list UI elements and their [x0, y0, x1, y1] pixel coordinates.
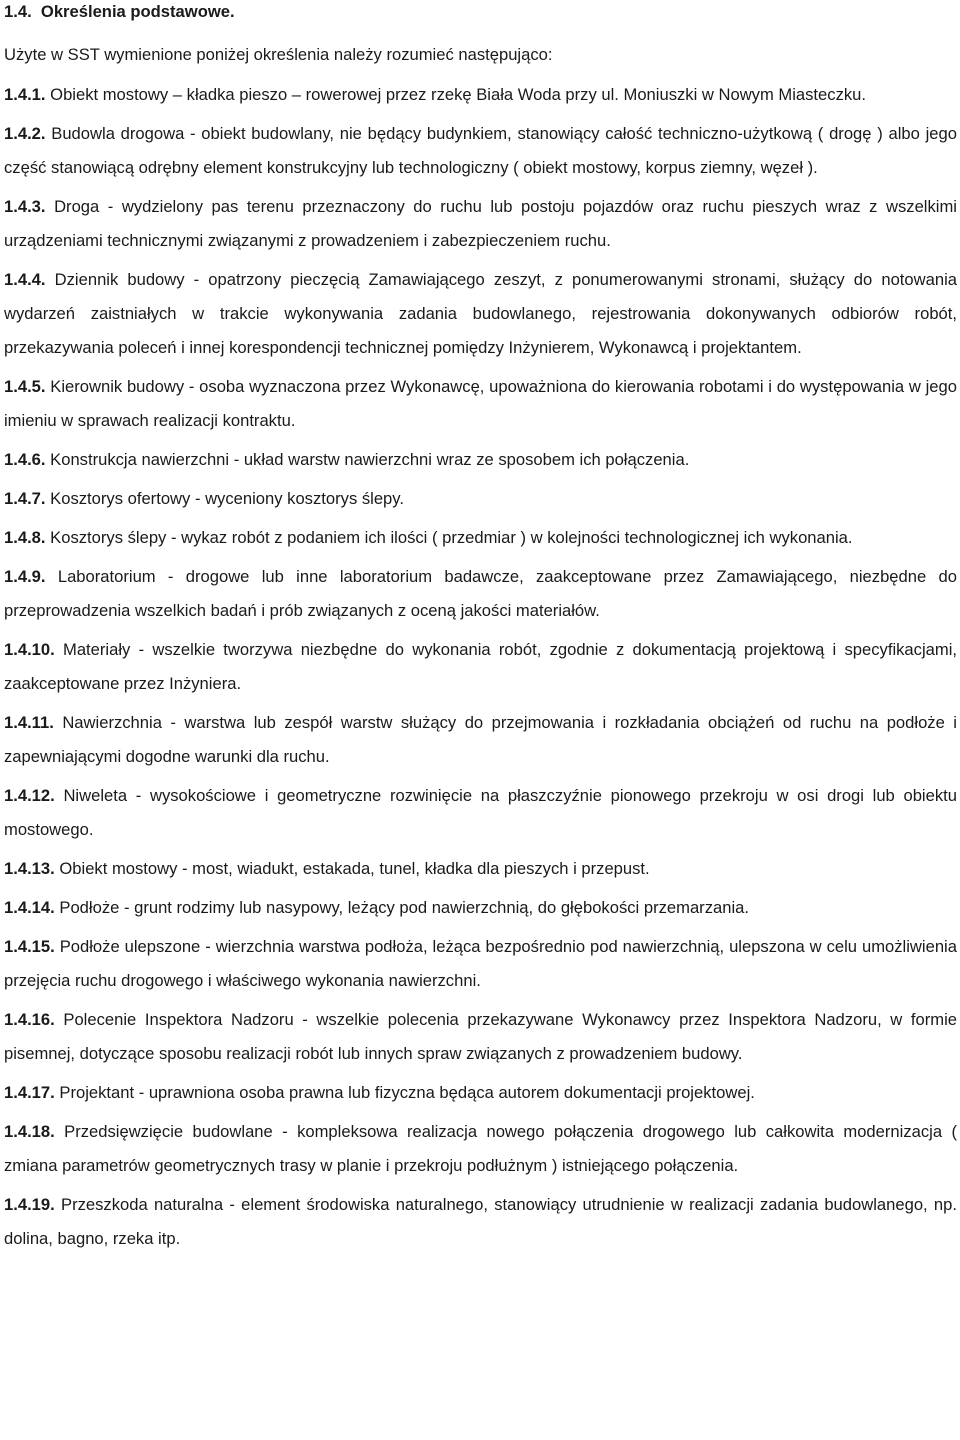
definition-number: 1.4.13.: [4, 859, 55, 878]
definitions-list: [4, 78, 957, 1261]
definition-number: 1.4.14.: [4, 898, 55, 917]
definition-text: Droga - wydzielony pas terenu przeznaczony do ruchu lub postoju pojazdów oraz ruchu pieszych wraz z wszelkimi urządzeniami technicznymi związanymi z prowadzeniem i zabezpieczeniem ruchu.: [4, 197, 957, 250]
definition-item: [4, 190, 957, 258]
definition-text: Podłoże - grunt rodzimy lub nasypowy, leżący pod nawierzchnią, do głębokości przemarzania.: [59, 898, 749, 917]
definition-text: Podłoże ulepszone - wierzchnia warstwa podłoża, leżąca bezpośrednio pod nawierzchnią, ulepszona w celu umożliwienia przejęcia ruchu drogowego i właściwego wykonania nawierzchni.: [4, 937, 957, 990]
definition-number: 1.4.5.: [4, 377, 46, 396]
definition-text: Nawierzchnia - warstwa lub zespół warstw służący do przejmowania i rozkładania obciążeń od ruchu na podłoże i zapewniającymi dogodne warunki dla ruchu.: [4, 713, 957, 766]
definition-item: [4, 78, 957, 112]
definition-number: 1.4.7.: [4, 489, 46, 508]
definition-text: Przedsięwzięcie budowlane - kompleksowa realizacja nowego połączenia drogowego lub całkowita modernizacja ( zmiana parametrów geometrycznych trasy w planie i przekroju podłużnym ) istniejącego połączenia.: [4, 1122, 957, 1175]
definition-item: [4, 263, 957, 365]
definition-item: [4, 521, 957, 555]
definition-text: Laboratorium - drogowe lub inne laboratorium badawcze, zaakceptowane przez Zamawiającego, niezbędne do przeprowadzenia wszelkich badań i prób związanych z oceną jakości materiałów.: [4, 567, 957, 620]
definition-text: Obiekt mostowy - most, wiadukt, estakada, tunel, kładka dla pieszych i przepust.: [59, 859, 650, 878]
definition-item: [4, 482, 957, 516]
definition-item: [4, 1003, 957, 1071]
definition-number: 1.4.16.: [4, 1010, 55, 1029]
definition-text: Dziennik budowy - opatrzony pieczęcią Zamawiającego zeszyt, z ponumerowanymi stronami, służący do notowania wydarzeń zaistniałych w trakcie wykonywania zadania budowlanego, rejestrowania dokonywanych odbiorów robót, przekazywania poleceń i innej korespondencji technicznej pomiędzy Inżynierem, Wykonawcą i projektantem.: [4, 270, 957, 357]
definition-number: 1.4.2.: [4, 124, 46, 143]
definition-item: [4, 706, 957, 774]
definition-text: Przeszkoda naturalna - element środowiska naturalnego, stanowiący utrudnienie w realizacji zadania budowlanego, np. dolina, bagno, rzeka itp.: [4, 1195, 957, 1248]
definition-number: 1.4.12.: [4, 786, 55, 805]
definition-number: 1.4.18.: [4, 1122, 55, 1141]
definition-number: 1.4.9.: [4, 567, 46, 586]
definition-text: Polecenie Inspektora Nadzoru - wszelkie polecenia przekazywane Wykonawcy przez Inspektora Nadzoru, w formie pisemnej, dotyczące sposobu realizacji robót lub innych spraw związanych z prowadzeniem budowy.: [4, 1010, 957, 1063]
definition-item: [4, 852, 957, 886]
definition-number: 1.4.8.: [4, 528, 46, 547]
definition-number: 1.4.1.: [4, 85, 46, 104]
definition-text: Kosztorys ślepy - wykaz robót z podaniem ich ilości ( przedmiar ) w kolejności technologicznej ich wykonania.: [50, 528, 853, 547]
definition-number: 1.4.15.: [4, 937, 55, 956]
definition-text: Niweleta - wysokościowe i geometryczne rozwinięcie na płaszczyźnie pionowego przekroju w osi drogi lub obiektu mostowego.: [4, 786, 957, 839]
definition-text: Obiekt mostowy – kładka pieszo – rowerowej przez rzekę Biała Woda przy ul. Moniuszki w Nowym Miasteczku.: [50, 85, 867, 104]
definition-number: 1.4.6.: [4, 450, 46, 469]
intro-text: Użyte w SST wymienione poniżej określenia należy rozumieć następująco:: [4, 45, 553, 64]
definition-number: 1.4.3.: [4, 197, 46, 216]
section-heading: [4, 1, 235, 23]
definition-number: 1.4.11.: [4, 713, 54, 732]
definition-text: Projektant - uprawniona osoba prawna lub fizyczna będąca autorem dokumentacji projektowej.: [59, 1083, 755, 1102]
definition-number: 1.4.17.: [4, 1083, 55, 1102]
section-title: Określenia podstawowe.: [40, 2, 235, 21]
section-number: 1.4.: [4, 2, 32, 21]
definition-number: 1.4.4.: [4, 270, 46, 289]
definition-item: [4, 779, 957, 847]
definition-item: [4, 560, 957, 628]
definition-number: 1.4.10.: [4, 640, 55, 659]
definition-text: Kierownik budowy - osoba wyznaczona przez Wykonawcę, upoważniona do kierowania robotami i do występowania w jego imieniu w sprawach realizacji kontraktu.: [4, 377, 957, 430]
definition-item: [4, 1076, 957, 1110]
definition-item: [4, 633, 957, 701]
definition-item: [4, 370, 957, 438]
definition-item: [4, 117, 957, 185]
definition-text: Konstrukcja nawierzchni - układ warstw nawierzchni wraz ze sposobem ich połączenia.: [50, 450, 690, 469]
definition-item: [4, 1115, 957, 1183]
definition-text: Budowla drogowa - obiekt budowlany, nie będący budynkiem, stanowiący całość techniczno-użytkową ( drogę ) albo jego część stanowiącą odrębny element konstrukcyjny lub technologiczny ( obiekt mostowy, korpus ziemny, węzeł ).: [4, 124, 957, 177]
definition-text: Materiały - wszelkie tworzywa niezbędne do wykonania robót, zgodnie z dokumentacją projektową i specyfikacjami, zaakceptowane przez Inżyniera.: [4, 640, 957, 693]
definition-item: [4, 891, 957, 925]
definition-item: [4, 443, 957, 477]
definition-number: 1.4.19.: [4, 1195, 55, 1214]
definition-text: Kosztorys ofertowy - wyceniony kosztorys ślepy.: [50, 489, 404, 508]
definition-item: [4, 930, 957, 998]
definition-item: [4, 1188, 957, 1256]
